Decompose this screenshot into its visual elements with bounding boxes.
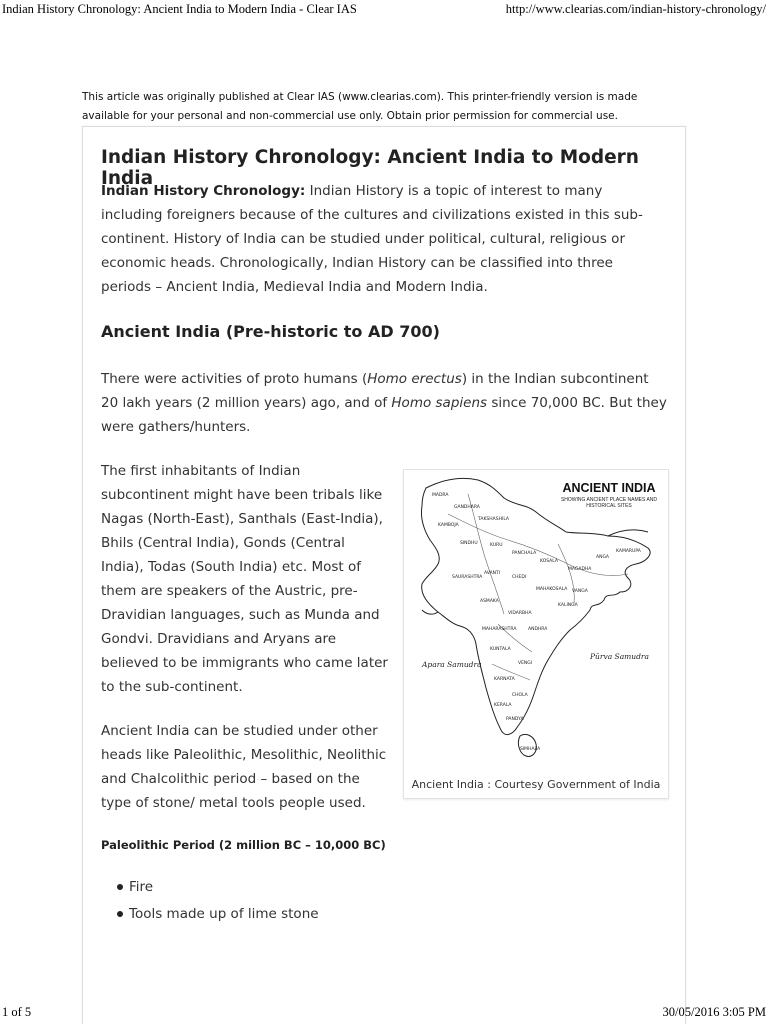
svg-text:CHOLA: CHOLA bbox=[512, 693, 528, 698]
first-inhabitants-paragraph: The first inhabitants of Indian subcontinent might have been tribals like Nagas (North-East), Santhals (East-India), Bhils (Central India), Gonds (Central India), Todas (South India) etc. Most of them are speakers of the Austric, pre-Dravidian languages, such as Munda and Gondvi. Dravidians and Aryans are believed to be immigrants who came later to the sub-continent. bbox=[101, 463, 388, 695]
svg-text:VIDARBHA: VIDARBHA bbox=[508, 611, 532, 616]
svg-text:KOSALA: KOSALA bbox=[540, 559, 558, 564]
proto-humans-paragraph: There were activities of proto humans (Homo erectus) in the Indian subcontinent 20 lakh years (2 million years) ago, and of Homo sapiens since 70,000 BC. But they were gathers/hunters. bbox=[101, 371, 667, 435]
homo-sapiens-term: Homo sapiens bbox=[391, 395, 488, 411]
svg-text:GANDHARA: GANDHARA bbox=[454, 505, 480, 510]
figure-caption: Ancient India : Courtesy Government of India bbox=[411, 778, 661, 791]
sea-label-east: Pūrva Samudra bbox=[590, 652, 649, 661]
svg-text:KURU: KURU bbox=[490, 543, 503, 548]
intro-paragraph bbox=[101, 179, 667, 299]
homo-erectus-term: Homo erectus bbox=[367, 371, 462, 387]
svg-text:PANCHALA: PANCHALA bbox=[512, 551, 537, 556]
republish-notice: This article was originally published at Clear IAS (www.clearias.com). This printer-friendly version is made available for your personal and non-commercial use only. Obtain prior permission for commercial use. bbox=[82, 91, 638, 122]
svg-text:SAURASHTRA: SAURASHTRA bbox=[452, 575, 483, 580]
svg-text:VANGA: VANGA bbox=[572, 589, 588, 594]
ancient-india-map bbox=[408, 474, 666, 770]
list-item: Tools made up of lime stone bbox=[101, 902, 319, 929]
svg-text:ANDHRA: ANDHRA bbox=[528, 627, 548, 632]
article-card bbox=[82, 126, 686, 1024]
svg-text:VENGI: VENGI bbox=[518, 661, 533, 666]
print-page-title: Indian History Chronology: Ancient India to Modern India - Clear IAS bbox=[2, 2, 357, 16]
svg-text:KALINGA: KALINGA bbox=[558, 603, 578, 608]
svg-text:KERALA: KERALA bbox=[494, 703, 512, 708]
list-item: Fire bbox=[101, 875, 319, 902]
sea-label-west: Apara Samudra bbox=[422, 660, 482, 669]
svg-text:MAHAKOSALA: MAHAKOSALA bbox=[536, 587, 568, 592]
map-title: ANCIENT INDIA bbox=[562, 481, 656, 495]
article-title: Indian History Chronology: Ancient India to Modern India bbox=[101, 147, 639, 189]
svg-text:KAMBOJA: KAMBOJA bbox=[438, 523, 459, 528]
svg-text:MAHARASHTRA: MAHARASHTRA bbox=[482, 627, 517, 632]
map-subtitle: SHOWING ANCIENT PLACE NAMES AND HISTORICAL SITES bbox=[560, 497, 658, 509]
section-heading-ancient-india: Ancient India (Pre-historic to AD 700) bbox=[101, 322, 440, 341]
svg-text:KAMARUPA: KAMARUPA bbox=[616, 549, 641, 554]
paleolithic-heading: Paleolithic Period (2 million BC – 10,000 BC) bbox=[101, 838, 386, 852]
intro-lead: Indian History Chronology: bbox=[101, 183, 306, 199]
svg-text:ASMAKA: ASMAKA bbox=[480, 599, 499, 604]
page-count: 1 of 5 bbox=[2, 1005, 32, 1019]
svg-text:KUNTALA: KUNTALA bbox=[490, 647, 511, 652]
svg-text:SIMHALA: SIMHALA bbox=[520, 747, 541, 752]
study-heads-paragraph: Ancient India can be studied under other heads like Paleolithic, Mesolithic, Neolithic and Chalcolithic period – based on the type of stone/ metal tools people used. bbox=[101, 723, 387, 811]
svg-text:PANDYA: PANDYA bbox=[506, 717, 524, 722]
paleolithic-list bbox=[101, 875, 319, 929]
print-datetime: 30/05/2016 3:05 PM bbox=[662, 1005, 766, 1019]
svg-text:CHEDI: CHEDI bbox=[512, 575, 527, 580]
svg-text:TAKSHASHILA: TAKSHASHILA bbox=[478, 517, 510, 522]
print-url: http://www.clearias.com/indian-history-chronology/ bbox=[505, 2, 766, 16]
svg-text:SINDHU: SINDHU bbox=[460, 541, 478, 546]
ancient-india-map-figure bbox=[403, 469, 669, 799]
svg-text:MADRA: MADRA bbox=[432, 493, 449, 498]
svg-text:AVANTI: AVANTI bbox=[484, 571, 501, 576]
intro-text: Indian History is a topic of interest to many including foreigners because of the cultures and civilizations existed in this sub-continent. History of India can be studied under political, cultural, religious or economic heads. Chronologically, Indian History can be classified into three periods – Ancient India, Medieval India and Modern India. bbox=[101, 183, 643, 295]
svg-text:ANGA: ANGA bbox=[596, 555, 610, 560]
svg-text:KARNATA: KARNATA bbox=[494, 677, 515, 682]
svg-text:MAGADHA: MAGADHA bbox=[568, 567, 592, 572]
